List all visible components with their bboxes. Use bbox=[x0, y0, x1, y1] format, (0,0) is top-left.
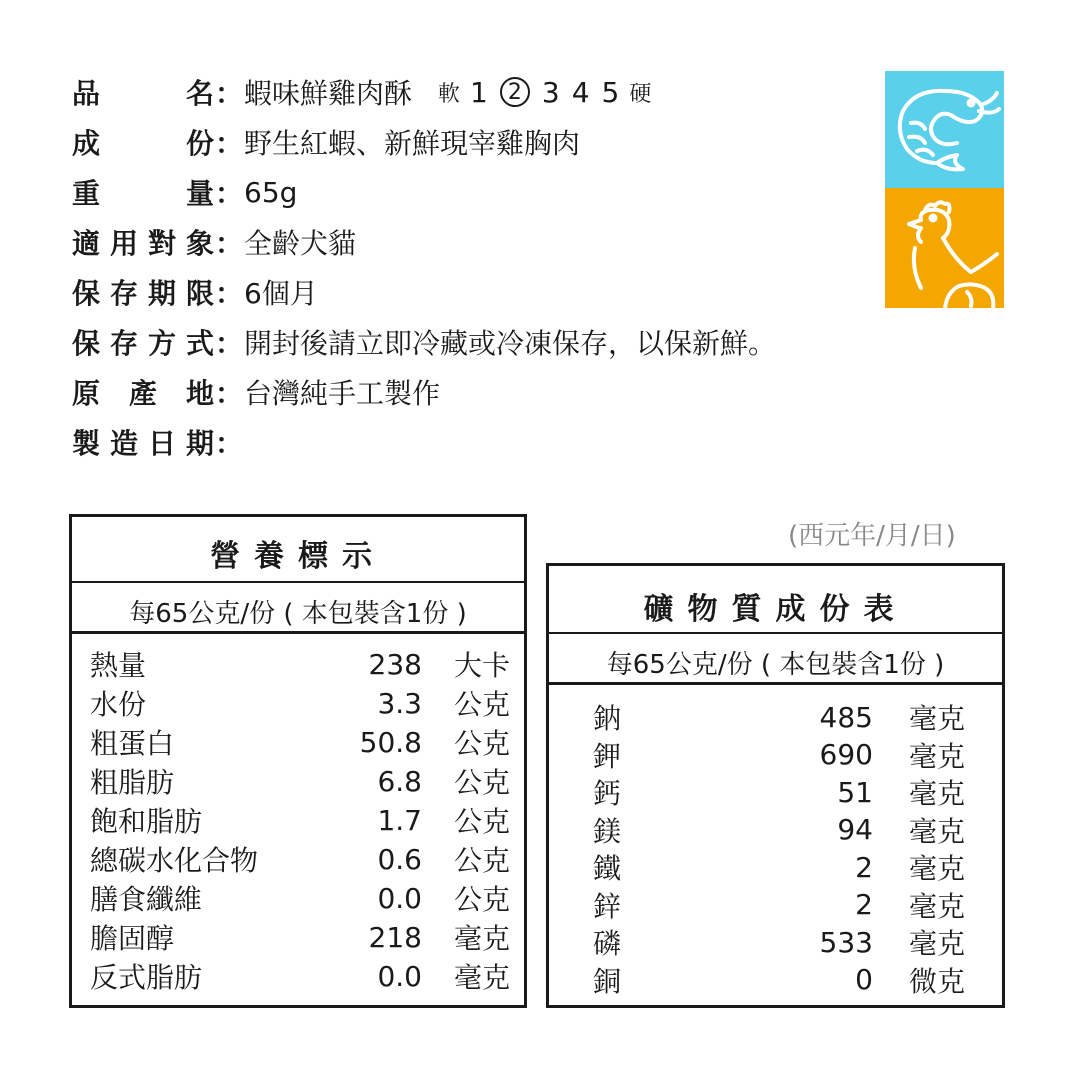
info-row bbox=[72, 372, 440, 412]
table-row bbox=[593, 848, 965, 886]
row-unit: 公克 bbox=[453, 844, 510, 877]
info-row bbox=[72, 72, 655, 112]
row-unit: 毫克 bbox=[908, 702, 965, 735]
row-unit: 毫克 bbox=[453, 922, 510, 955]
row-label: 粗蛋白 bbox=[90, 727, 175, 760]
info-colon: ： bbox=[214, 77, 243, 110]
row-label: 粗脂肪 bbox=[90, 766, 175, 799]
row-unit: 毫克 bbox=[908, 777, 965, 810]
info-row bbox=[72, 422, 244, 462]
info-row bbox=[72, 122, 580, 162]
row-label: 膽固醇 bbox=[90, 922, 175, 955]
info-key: 成 份 bbox=[72, 127, 214, 160]
row-value: 238 bbox=[368, 647, 422, 681]
row-label: 鉀 bbox=[593, 739, 622, 773]
row-value: 3.3 bbox=[377, 686, 422, 720]
row-unit: 大卡 bbox=[453, 649, 510, 682]
chicken-icon bbox=[885, 188, 1004, 308]
table-row bbox=[90, 723, 510, 761]
chicken-badge bbox=[885, 188, 1004, 308]
row-value: 533 bbox=[819, 925, 873, 959]
info-row bbox=[72, 322, 776, 362]
row-unit: 公克 bbox=[453, 766, 510, 799]
table-row bbox=[90, 840, 510, 878]
info-key: 保 存 方 式 bbox=[72, 327, 214, 360]
nutrition-title: 營養標示 bbox=[210, 539, 386, 574]
info-row bbox=[72, 222, 356, 262]
nutrition-table bbox=[69, 514, 527, 1008]
info-value: 開封後請立即冷藏或冷凍保存，以保新鮮。 bbox=[244, 327, 777, 360]
table-row bbox=[90, 801, 510, 839]
table-row bbox=[593, 886, 965, 924]
row-value: 2 bbox=[855, 850, 873, 884]
row-value: 690 bbox=[819, 738, 873, 771]
hardness-level: 5 bbox=[601, 75, 620, 109]
divider bbox=[549, 632, 1002, 634]
table-row bbox=[593, 923, 965, 961]
info-colon: ： bbox=[214, 377, 243, 410]
divider bbox=[72, 631, 524, 634]
row-value: 50.8 bbox=[359, 725, 422, 759]
row-label: 鈣 bbox=[593, 777, 622, 810]
row-value: 0 bbox=[855, 963, 873, 996]
table-row bbox=[593, 773, 965, 811]
row-value: 218 bbox=[368, 920, 422, 954]
row-unit: 公克 bbox=[453, 727, 510, 760]
info-colon: ： bbox=[214, 277, 243, 310]
info-colon: ： bbox=[214, 427, 243, 460]
row-label: 飽和脂肪 bbox=[90, 805, 203, 838]
row-unit: 公克 bbox=[453, 883, 510, 916]
info-value: 野生紅蝦、新鮮現宰雞胸肉 bbox=[244, 127, 581, 160]
row-label: 磷 bbox=[593, 927, 622, 960]
hardness-level: 4 bbox=[571, 75, 590, 109]
row-value: 0.0 bbox=[377, 959, 422, 993]
row-label: 鎂 bbox=[593, 814, 622, 848]
row-label: 水份 bbox=[90, 688, 147, 721]
info-key: 原 產 地 bbox=[72, 377, 214, 410]
row-label: 鈉 bbox=[593, 702, 622, 735]
info-value: 蝦味鮮雞肉酥 bbox=[244, 77, 413, 110]
row-unit: 毫克 bbox=[908, 739, 965, 773]
info-colon: ： bbox=[214, 127, 243, 160]
table-row bbox=[90, 684, 510, 722]
table-row bbox=[90, 879, 510, 917]
info-key: 保 存 期 限 bbox=[72, 277, 214, 310]
hardness-level-selected: 2 bbox=[500, 77, 530, 107]
info-key: 適 用 對 象 bbox=[72, 227, 214, 260]
row-value: 1.7 bbox=[377, 803, 422, 837]
mineral-table bbox=[546, 563, 1005, 1008]
row-label: 總碳水化合物 bbox=[90, 844, 259, 877]
info-value: 65g bbox=[244, 175, 298, 209]
row-value: 2 bbox=[855, 888, 873, 921]
row-unit: 毫克 bbox=[908, 889, 965, 923]
hardness-scale bbox=[434, 76, 655, 109]
shrimp-badge bbox=[885, 71, 1004, 188]
info-key: 品 名 bbox=[72, 77, 214, 110]
hardness-level: 1 bbox=[470, 75, 488, 109]
table-row bbox=[593, 961, 965, 999]
table-row bbox=[90, 645, 510, 683]
row-value: 94 bbox=[837, 813, 873, 846]
info-colon: ： bbox=[214, 327, 243, 360]
row-label: 銅 bbox=[593, 964, 622, 998]
info-row bbox=[72, 272, 318, 312]
row-unit: 毫克 bbox=[453, 961, 510, 994]
row-unit: 毫克 bbox=[908, 814, 965, 848]
table-row bbox=[593, 811, 965, 849]
info-value: 全齡犬貓 bbox=[244, 227, 357, 260]
row-value: 485 bbox=[819, 700, 873, 734]
shrimp-icon bbox=[885, 71, 1004, 188]
mineral-serving: 每65公克/份 ( 本包裝含1份 ) bbox=[606, 650, 945, 680]
table-row bbox=[593, 736, 965, 774]
row-value: 0.6 bbox=[377, 842, 422, 876]
row-label: 鋅 bbox=[593, 889, 622, 923]
row-value: 51 bbox=[837, 775, 873, 809]
row-label: 熱量 bbox=[90, 649, 147, 682]
row-label: 膳食纖維 bbox=[90, 883, 203, 916]
row-unit: 公克 bbox=[453, 805, 510, 838]
table-row bbox=[90, 918, 510, 956]
row-label: 鐵 bbox=[593, 852, 622, 885]
hardness-hard-label: 硬 bbox=[629, 81, 652, 107]
row-unit: 毫克 bbox=[908, 927, 965, 960]
info-colon: ： bbox=[214, 227, 243, 260]
row-label: 反式脂肪 bbox=[90, 961, 203, 994]
row-value: 6.8 bbox=[377, 764, 422, 798]
table-row bbox=[90, 762, 510, 800]
row-unit: 公克 bbox=[453, 688, 510, 721]
row-unit: 微克 bbox=[908, 964, 965, 998]
hardness-soft-label: 軟 bbox=[438, 81, 461, 107]
info-row bbox=[72, 172, 297, 212]
info-colon: ： bbox=[214, 177, 243, 210]
row-unit: 毫克 bbox=[908, 852, 965, 885]
divider bbox=[549, 682, 1002, 685]
divider bbox=[72, 581, 524, 583]
info-key: 製 造 日 期 bbox=[72, 427, 214, 460]
info-value: 台灣純手工製作 bbox=[244, 377, 441, 410]
table-row bbox=[90, 957, 510, 995]
row-value: 0.0 bbox=[377, 881, 422, 915]
info-value: 6個月 bbox=[244, 277, 318, 310]
hardness-level: 3 bbox=[541, 75, 560, 109]
date-format-note: (西元年/月/日) bbox=[788, 521, 956, 551]
info-key: 重 量 bbox=[72, 177, 214, 210]
table-row bbox=[593, 698, 965, 736]
nutrition-serving: 每65公克/份 ( 本包裝含1份 ) bbox=[129, 599, 467, 629]
mineral-title: 礦物質成份表 bbox=[643, 592, 908, 627]
